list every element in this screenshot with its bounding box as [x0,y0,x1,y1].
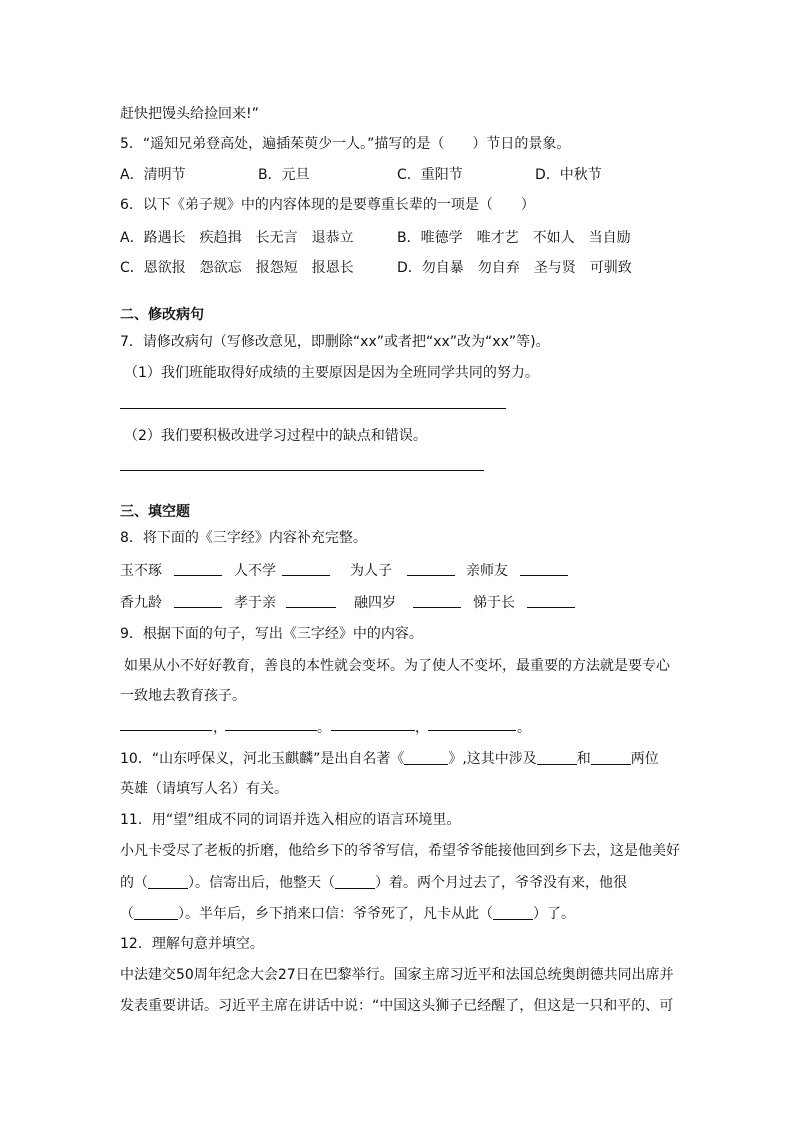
question-11-text [120,873,627,893]
q5-option-b: B．元旦 [258,167,310,183]
fill-blank [120,716,212,731]
q11-text: （ [120,906,134,922]
fill-blank [134,905,178,920]
q11-text: ）了。 [533,906,575,922]
question-12: 12．理解句意并填空。 [120,936,264,952]
q11-text: 的（ [120,875,148,891]
fill-blank [282,561,330,576]
fill-blank [520,561,568,576]
q8-prompt: 孝于亲 [234,595,276,611]
fill-blank [527,593,575,608]
q8-prompt: 为人子 [350,563,392,579]
q5-option-c: C．重阳节 [397,167,463,183]
q5-option-a: A．清明节 [120,167,186,183]
question-11: 11．用“望”组成不同的词语并选入相应的语言环境里。 [120,812,461,828]
fill-blank [148,874,188,889]
q6-option-d: D．勿自暴 勿自弃 圣与贤 可驯致 [397,260,632,276]
fill-blank [591,750,631,765]
question-5: 5．“遥知兄弟登高处，遍插茱萸少一人。”描写的是（ ）节日的景象。 [120,136,571,152]
answer-line [120,470,484,471]
punctuation: ， [415,720,429,736]
fill-blank [404,750,448,765]
question-9: 9．根据下面的句子，写出《三字经》中的内容。 [120,626,423,642]
text-line: 赶快把馒头给捡回来!” [120,106,259,122]
question-7: 7．请修改病句（写修改意见，即删除“xx”或者把“xx”改为“xx”等)。 [120,334,550,350]
question-12-text: 中法建交50周年纪念大会27日在巴黎举行。国家主席习近平和法国总统奥朗德共同出席并 [120,967,674,983]
fill-blank [174,561,222,576]
question-11-text: 小凡卡受尽了老板的折磨，他给乡下的爷爷写信，希望爷爷能接他回到乡下去，这是他美好 [120,843,680,859]
answer-line [120,408,506,409]
fill-blank [407,561,455,576]
question-9-text: 一致地去教育孩子。 [120,688,246,704]
fill-blank [174,593,222,608]
q11-text: ）。半年后，乡下捎来口信：爷爷死了，凡卡从此（ [178,906,493,922]
q10-text: 两位 [630,751,659,767]
question-11-text [120,904,575,924]
question-7-1: （1）我们班能取得好成绩的主要原因是因为全班同学共同的努力。 [124,365,539,381]
punctuation: 。 [517,720,531,736]
fill-blank [225,716,317,731]
fill-blank [413,593,461,608]
question-10-text: 英雄（请填写人名）有关。 [120,781,288,797]
q11-text: ）着。两个月过去了，爷爷没有来，他很 [375,875,627,891]
fill-blank [335,874,375,889]
question-8: 8．将下面的《三字经》内容补充完整。 [120,530,367,546]
q10-text: 》,这其中涉及 [448,751,537,767]
question-12-text: 发表重要讲话。习近平主席在讲话中说：“中国这头狮子已经醒了，但这是一只和平的、可 [120,998,674,1014]
question-7-2: （2）我们要积极改进学习过程中的缺点和错误。 [124,428,427,444]
q10-text: 10．“山东呼保义，河北玉麒麟”是出自名著《 [120,751,405,767]
q6-option-b: B．唯德学 唯才艺 不如人 当自励 [397,230,631,246]
q8-prompt: 香九龄 [120,595,162,611]
question-10 [120,749,659,769]
q8-prompt: 悌于长 [473,595,515,611]
q8-prompt: 亲师友 [466,563,508,579]
q5-option-d: D．中秋节 [535,167,602,183]
fill-blank [493,905,533,920]
section-heading-2: 二、修改病句 [120,307,204,323]
q11-text: ）。信寄出后，他整天（ [188,875,335,891]
fill-blank [428,716,516,731]
question-9-text: 如果从小不好好教育，善良的本性就会变坏。为了使人不变坏，最重要的方法就是要专心 [124,658,670,674]
q6-option-a: A．路遇长 疾趋揖 长无言 退恭立 [120,230,354,246]
section-heading-3: 三、填空题 [120,504,190,520]
q10-text: 和 [576,751,591,767]
q6-option-c: C．恩欲报 怨欲忘 报怨短 报恩长 [120,260,354,276]
punctuation: 。 [317,720,331,736]
punctuation: ， [213,720,227,736]
fill-blank [537,750,577,765]
q8-prompt: 玉不琢 [120,563,162,579]
question-6: 6．以下《弟子规》中的内容体现的是要尊重长辈的一项是（ ） [120,197,535,213]
fill-blank [286,593,336,608]
fill-blank [331,716,415,731]
q8-prompt: 融四岁 [354,595,396,611]
q8-prompt: 人不学 [234,563,276,579]
